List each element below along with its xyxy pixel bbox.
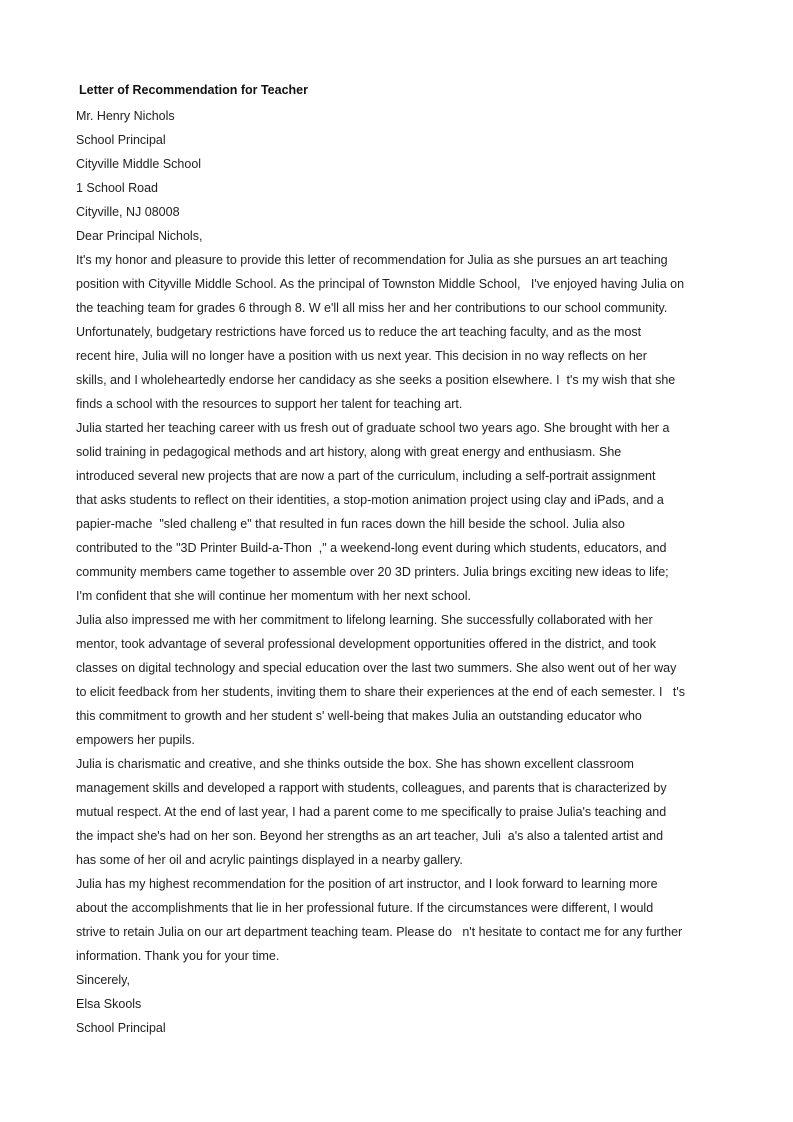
body-line: skills, and I wholeheartedly endorse her candidacy as she seeks a position elsewhere. I t's my wish that she bbox=[76, 373, 676, 387]
body-line: papier-mache "sled challeng e" that resulted in fun races down the hill beside the school. Julia also bbox=[76, 517, 625, 531]
body-line: mutual respect. At the end of last year, I had a parent come to me specifically to praise Julia's teaching and bbox=[76, 805, 667, 819]
recipient-name: Mr. Henry Nichols bbox=[76, 109, 175, 123]
body-line: management skills and developed a rapport with students, colleagues, and parents that is characterized by bbox=[76, 781, 667, 795]
body-line: to elicit feedback from her students, inviting them to share their experiences at the end of each semester. I t's bbox=[76, 685, 685, 699]
body-line: introduced several new projects that are now a part of the curriculum, including a self-portrait assignment bbox=[76, 469, 656, 483]
letter-page bbox=[76, 80, 726, 1040]
body-line: Julia started her teaching career with us fresh out of graduate school two years ago. She brought with her a bbox=[76, 421, 670, 435]
recipient-street: 1 School Road bbox=[76, 181, 159, 195]
body-line: Julia also impressed me with her commitment to lifelong learning. She successfully collaborated with her bbox=[76, 613, 653, 627]
recipient-school: Cityville Middle School bbox=[76, 157, 202, 171]
body-line: community members came together to assemble over 20 3D printers. Julia brings exciting new ideas to life; bbox=[76, 565, 669, 579]
body-line: the teaching team for grades 6 through 8. W e'll all miss her and her contributions to our school community. bbox=[76, 301, 668, 315]
body-line: position with Cityville Middle School. As the principal of Townston Middle School, I've enjoyed having Julia on bbox=[76, 277, 685, 291]
body-line: mentor, took advantage of several professional development opportunities offered in the district, and took bbox=[76, 637, 656, 651]
body-line: that asks students to reflect on their identities, a stop-motion animation project using clay and iPads, and a bbox=[76, 493, 664, 507]
body-line: solid training in pedagogical methods and art history, along with great energy and enthusiasm. She bbox=[76, 445, 622, 459]
body-line: It's my honor and pleasure to provide this letter of recommendation for Julia as she pursues an art teaching bbox=[76, 253, 668, 267]
body-line: Julia has my highest recommendation for the position of art instructor, and I look forward to learning more bbox=[76, 877, 658, 891]
salutation: Dear Principal Nichols, bbox=[76, 229, 203, 243]
body-line: about the accomplishments that lie in her professional future. If the circumstances were different, I would bbox=[76, 901, 654, 915]
document-title: Letter of Recommendation for Teacher bbox=[79, 83, 308, 97]
body-line: information. Thank you for your time. bbox=[76, 949, 280, 963]
body-line: recent hire, Julia will no longer have a position with us next year. This decision in no way reflects on her bbox=[76, 349, 647, 363]
body-line: has some of her oil and acrylic paintings displayed in a nearby gallery. bbox=[76, 853, 463, 867]
body-line: finds a school with the resources to support her talent for teaching art. bbox=[76, 397, 463, 411]
body-line: the impact she's had on her son. Beyond her strengths as an art teacher, Juli a's also a talented artist and bbox=[76, 829, 664, 843]
recipient-city: Cityville, NJ 08008 bbox=[76, 205, 180, 219]
recipient-title: School Principal bbox=[76, 133, 166, 147]
body-line: empowers her pupils. bbox=[76, 733, 195, 747]
signer-title: School Principal bbox=[76, 1021, 166, 1035]
body-line: I'm confident that she will continue her momentum with her next school. bbox=[76, 589, 471, 603]
body-line: Unfortunately, budgetary restrictions have forced us to reduce the art teaching faculty, and as the most bbox=[76, 325, 642, 339]
body-line: contributed to the "3D Printer Build-a-Thon ," a weekend-long event during which students, educators, and bbox=[76, 541, 667, 555]
body-line: classes on digital technology and special education over the last two summers. She also went out of her way bbox=[76, 661, 677, 675]
body-line: this commitment to growth and her student s' well-being that makes Julia an outstanding educator who bbox=[76, 709, 642, 723]
signer-name: Elsa Skools bbox=[76, 997, 142, 1011]
body-line: Julia is charismatic and creative, and she thinks outside the box. She has shown excellent classroom bbox=[76, 757, 634, 771]
body-line: strive to retain Julia on our art department teaching team. Please do n't hesitate to contact me for any further bbox=[76, 925, 683, 939]
closing: Sincerely, bbox=[76, 973, 130, 987]
